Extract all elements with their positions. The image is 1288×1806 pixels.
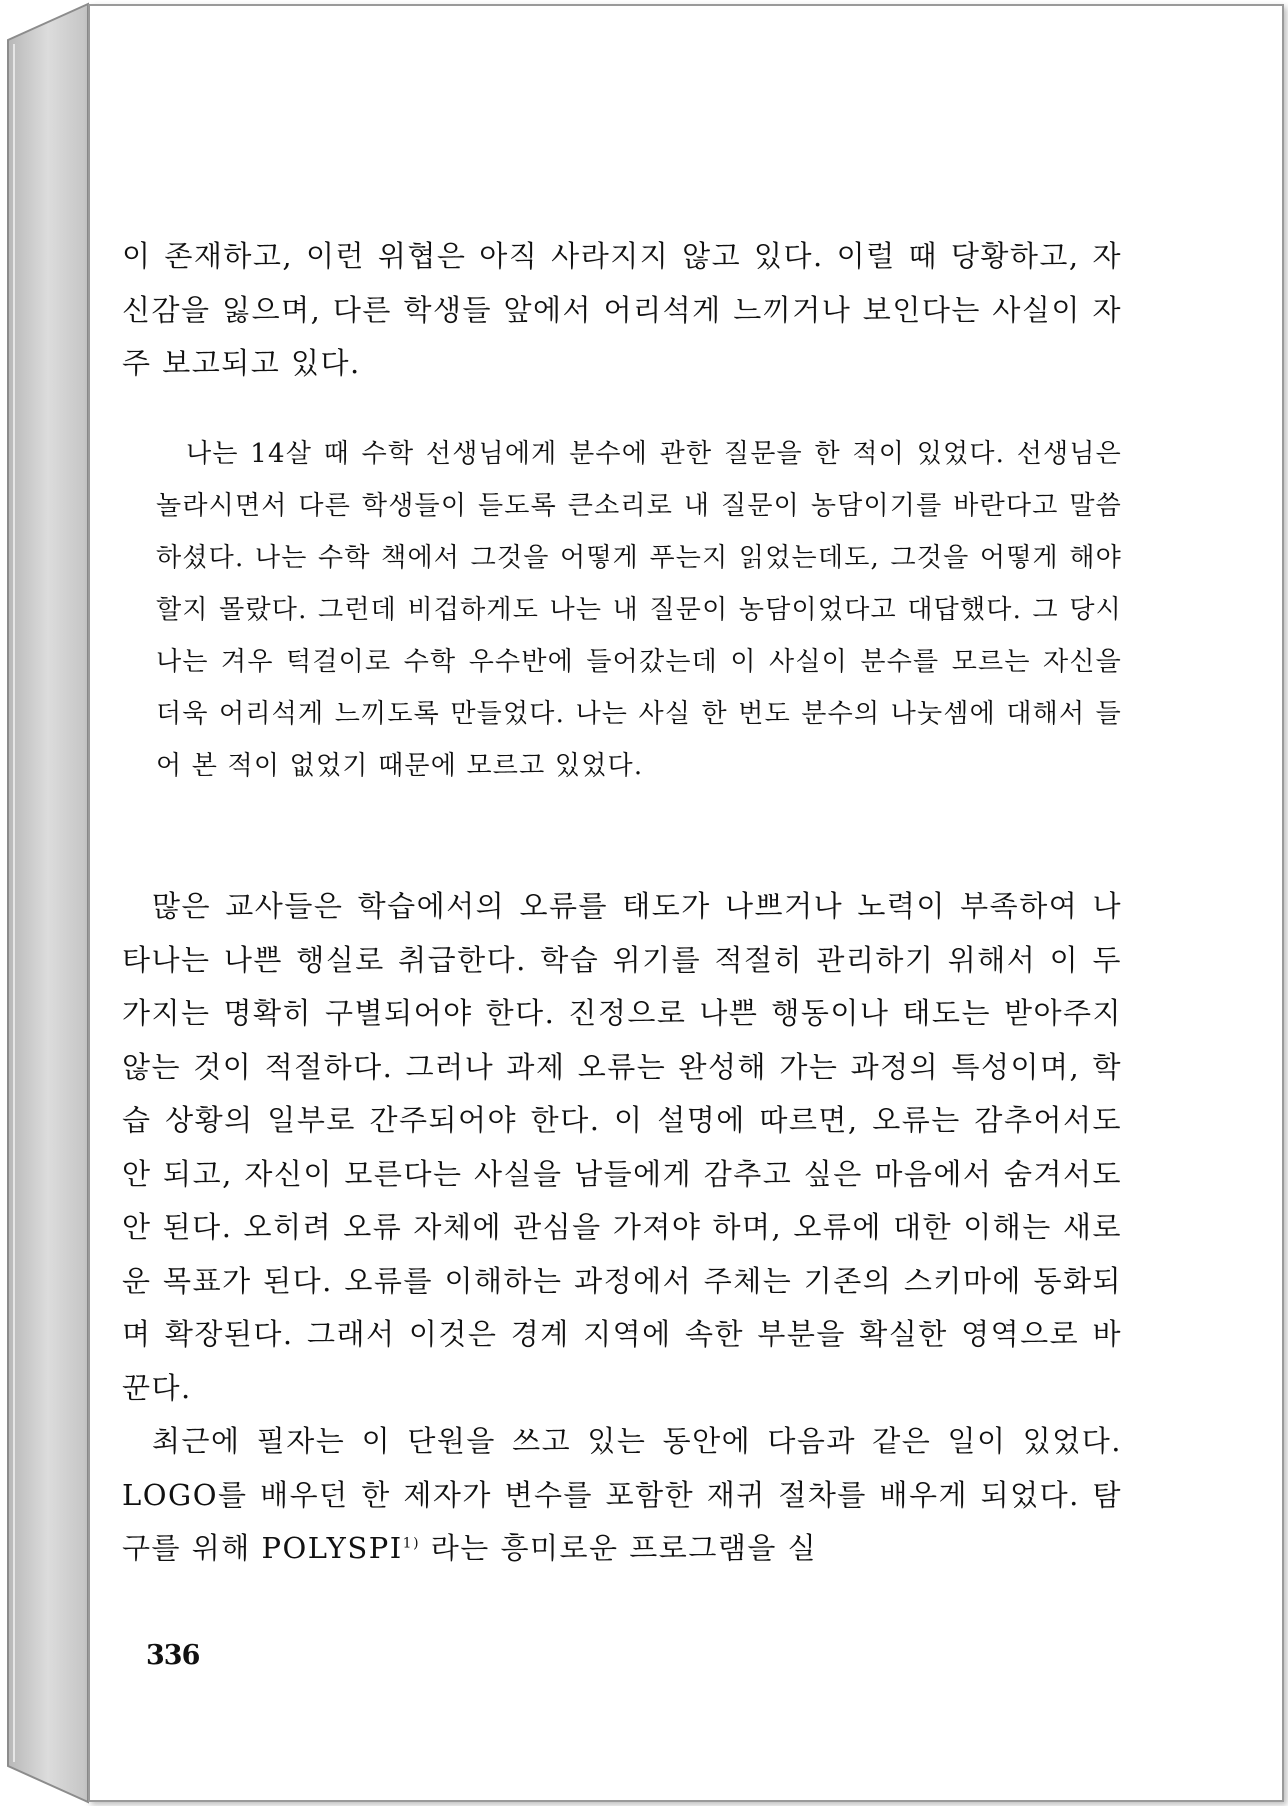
- block-quote: [156, 428, 1122, 792]
- paragraph-intro: [122, 230, 1122, 391]
- footnote-marker: 1): [402, 1535, 421, 1552]
- paragraph-text-start: 최근에 필자는 이 단원을 쓰고 있는 동안에 다음과 같은 일이 있었다. LOGO를 배우던 한 제자가 변수를 포함한 재귀 절차를 배우게 되었다. 탐구를 위해 POLYSPI: [122, 1424, 1122, 1565]
- paragraph-text-last: [122, 1415, 1122, 1576]
- quote-text: 나는 14살 때 수학 선생님에게 분수에 관한 질문을 한 적이 있었다. 선생님은 놀라시면서 다른 학생들이 듣도록 큰소리로 내 질문이 농담이기를 바란다고 말씀하셨다. 나는 수학 책에서 그것을 어떻게 푸는지 읽었는데도, 그것을 어떻게 해야 할지 몰랐다. 그런데 비겁하게도 나는 내 질문이 농담이었다고 대답했다. 그 당시 나는 겨우 턱걸이로 수학 우수반에 들어갔는데 이 사실이 분수를 모르는 자신을 더욱 어리석게 느끼도록 만들었다. 나는 사실 한 번도 분수의 나눗셈에 대해서 들어 본 적이 없었기 때문에 모르고 있었다.: [156, 439, 1122, 781]
- paragraph-errors: [122, 880, 1122, 1576]
- paragraph-text: 이 존재하고, 이런 위협은 아직 사라지지 않고 있다. 이럴 때 당황하고, 자신감을 잃으며, 다른 학생들 앞에서 어리석게 느끼거나 보인다는 사실이 자주 보고되고 있다.: [122, 239, 1122, 380]
- page-number: 336: [146, 1640, 200, 1671]
- paragraph-text-end: 라는 흥미로운 프로그램을 실: [420, 1531, 818, 1565]
- paragraph-text: 많은 교사들은 학습에서의 오류를 태도가 나쁘거나 노력이 부족하여 나타나는 나쁜 행실로 취급한다. 학습 위기를 적절히 관리하기 위해서 이 두 가지는 명확히 구별되어야 한다. 진정으로 나쁜 행동이나 태도는 받아주지 않는 것이 적절하다. 그러나 과제 오류는 완성해 가는 과정의 특성이며, 학습 상황의 일부로 간주되어야 한다. 이 설명에 따르면, 오류는 감추어서도 안 되고, 자신이 모른다는 사실을 남들에게 감추고 싶은 마음에서 숨겨서도 안 된다. 오히려 오류 자체에 관심을 가져야 하며, 오류에 대한 이해는 새로운 목표가 된다. 오류를 이해하는 과정에서 주체는 기존의 스키마에 동화되며 확장된다. 그래서 이것은 경계 지역에 속한 부분을 확실한 영역으로 바꾼다.: [122, 889, 1122, 1405]
